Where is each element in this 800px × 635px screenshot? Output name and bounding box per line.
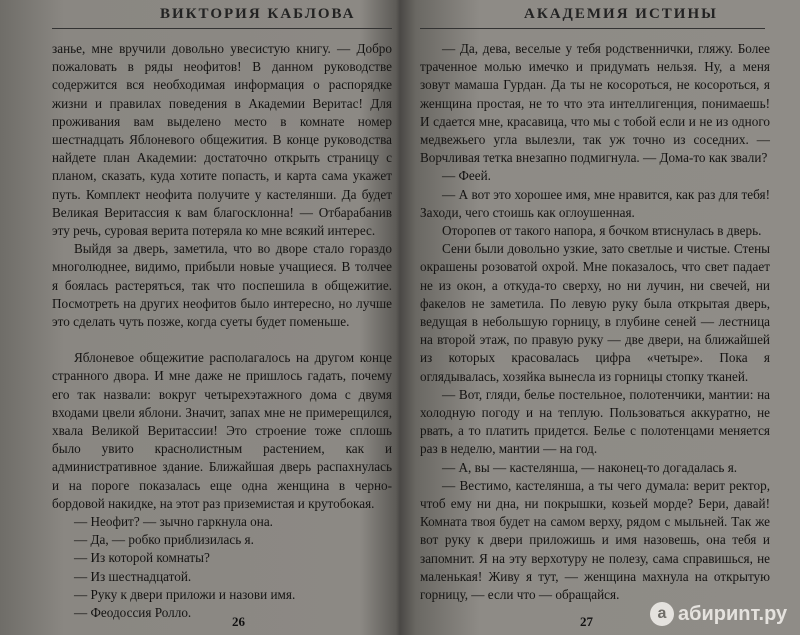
paragraph: занье, мне вручили довольно увесистую книгу. — Добро пожаловать в ряды неофитов! В данном руководстве содержится вся необходимая информация о распорядке жизни и правилах поведения в Академии Веритас! Для проживания вам выделено место в комнате номер шестнадцать Яблоневого общежития. В конце руководства найдете план Академии: достаточно открыть страницу с планом, сказать, куда хотите попасть, и карта сама укажет путь. Комплект неофита получите у кастелянши. Да будет Великая Веритассия к вам благосклонна! — Отбарабанив эту речь, суровая верита потеряла ко мне всякий интерес.: [52, 41, 392, 239]
dialogue-line: — Вестимо, кастелянша, а ты чего думала: верит ректор, чтоб ему ни дна, ни покрышки, козьей морде? Бери, давай! Комната твоя будет на самом верху, рядом с мыльней. Так же вот руку к двери приложишь и имя назовешь, она тебя и запомнит. Я на эту верхотуру не полезу, сама справишься, не маленькая! Живу я тут, — женщина махнула на открытую горницу, — если что — обращайся.: [420, 477, 770, 603]
right-page-number: 27: [580, 614, 593, 629]
left-running-header: ВИКТОРИЯ КАБЛОВА: [160, 6, 356, 22]
dialogue-line: — Феодоссия Ролло.: [74, 605, 192, 621]
dialogue-line: — А вот это хорошее имя, мне нравится, как раз для тебя! Заходи, чего стоишь как оглоушенная.: [420, 186, 770, 220]
dialogue-line: — А, вы — кастелянша, — наконец-то догадалась я.: [442, 459, 738, 475]
left-page-text: [52, 40, 392, 622]
left-page-number: 26: [232, 614, 245, 629]
paragraph: Сени были довольно узкие, зато светлые и чистые. Стены окрашены розоватой охрой. Мне показалось, что свет падает не из окон, а откуда-то сверху, но ни лучин, ни свечей, ни факелов не заметила. По левую руку была открытая дверь, ведущая в небольшую горницу, в глубине сеней — лестница на второй этаж, по правую руку — две двери, на ближайшей из которых красовалась цифра «четыре». Пока я оглядывалась, хозяйка вынесла из горницы стопку тканей.: [420, 241, 770, 384]
dialogue-line: — Вот, гляди, белье постельное, полотенчики, мантии: на холодную погоду и на теплую. Пользоваться аккуратно, не рвать, а то платить придется. Белье с полотенцами меняется раз в неделю, мантии — на год.: [420, 386, 770, 457]
right-header-rule: [420, 28, 765, 29]
watermark-text: абириnт.ру: [678, 602, 788, 625]
right-page: [402, 0, 800, 635]
paragraph: — Да, дева, веселые у тебя родственнички, гляжу. Более траченное молью имечко и придумать нельзя. Ну, а меня зовут мамаша Гурдан. Да ты не косороться, не косороться, я женщина простая, не то что эта интеллигенция, понимаешь! И сдается мне, красавица, что мы с тобой если и не из одного медвежьего угла вылезли, так уж точно из соседних. — Ворчливая тетка внезапно подмигнула. — Дома-то как звали?: [420, 41, 770, 166]
dialogue-line: — Из которой комнаты?: [74, 550, 210, 566]
dialogue-line: — Феей.: [442, 168, 491, 184]
watermark: [650, 600, 787, 628]
right-page-text: [420, 40, 770, 604]
paragraph: Выйдя за дверь, заметила, что во дворе стало гораздо многолюднее, видимо, прибыли новые учащиеся. В толчее я боялась растеряться, так что поспешила в общежитие. Посмотреть на других неофитов было интересно, но лучше это сделать чуть позже, когда суеты будет поменьше.: [52, 241, 392, 330]
dialogue-line: — Неофит? — зычно гаркнула она.: [74, 514, 273, 530]
dialogue-line: — Да, — робко приблизилась я.: [74, 532, 254, 548]
left-header-rule: [52, 28, 392, 29]
dialogue-line: — Из шестнадцатой.: [74, 568, 192, 584]
paragraph: Яблоневое общежитие располагалось на другом конце странного двора. И мне даже не пришлось гадать, почему его так назвали: вокруг четырехэтажного дома с двумя входами цвели яблони. Значит, запах мне не примерещился, хвала Великой Веритассии! Это строение тоже сплошь было увито краснолистным растением, как и административное здание. Ближайшая дверь распахнулась и на пороге показалась еще одна женщина в черно-бордовой накидке, на этот раз приземистая и крутобокая.: [52, 350, 392, 511]
right-running-header: АКАДЕМИЯ ИСТИНЫ: [524, 6, 718, 22]
paragraph: Оторопев от такого напора, я бочком втиснулась в дверь.: [442, 223, 762, 239]
a-logo-icon: а: [650, 602, 674, 626]
dialogue-line: — Руку к двери приложи и назови имя.: [74, 586, 296, 602]
